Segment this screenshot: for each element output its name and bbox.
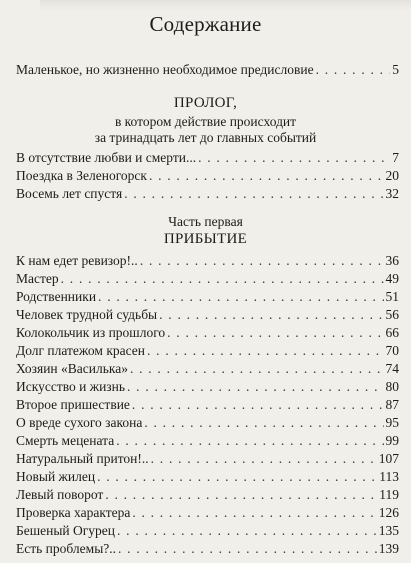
toc-entry-page: 32	[385, 186, 399, 201]
toc-entry-page: 119	[379, 487, 399, 502]
toc-entry	[16, 433, 399, 450]
dot-leader	[61, 271, 384, 287]
toc-entry	[16, 253, 399, 270]
part-label: Часть первая	[168, 214, 243, 229]
toc-entry	[16, 343, 399, 360]
toc-entry	[16, 469, 399, 486]
toc-entry	[16, 451, 399, 468]
toc-entry-page: 36	[385, 253, 399, 268]
dot-leader	[159, 307, 383, 323]
toc-entry-page: 95	[385, 415, 399, 430]
dot-leader	[151, 451, 377, 467]
dot-leader	[316, 62, 391, 78]
toc-entry-page: 7	[392, 150, 399, 165]
toc-entry	[16, 397, 399, 414]
dot-leader	[118, 541, 377, 557]
toc-entry-label: Мастер	[16, 271, 59, 286]
dot-leader	[132, 397, 384, 413]
part-title: ПРИБЫТИЕ	[163, 231, 248, 247]
toc-entry-label: Поездка в Зеленогорск	[16, 168, 147, 183]
dot-leader	[98, 289, 383, 305]
toc-entry-page: 20	[385, 168, 399, 183]
toc-entry-label: Есть проблемы?..	[16, 541, 117, 556]
toc-entry-label: Проверка характера	[16, 505, 131, 520]
toc-entry-page: 80	[385, 379, 399, 394]
toc-entry-page: 49	[385, 271, 399, 286]
toc-entry-label: Левый поворот	[16, 487, 104, 502]
toc-entry	[16, 541, 399, 558]
toc-entry	[16, 415, 399, 432]
prologue-subtitle-line2: за тринадцать лет до главных событий	[94, 130, 317, 145]
toc-entry	[16, 289, 399, 306]
dot-leader	[147, 343, 383, 359]
toc-entry	[16, 150, 399, 167]
dot-leader	[105, 487, 377, 503]
toc-entry-page: 99	[385, 433, 399, 448]
dot-leader	[167, 325, 383, 341]
toc-entry-label: Хозяин «Василька»	[16, 361, 128, 376]
toc-entry-label: К нам едет ревизор!..	[16, 253, 138, 268]
toc-entry	[16, 379, 399, 396]
toc-entry	[16, 325, 399, 342]
toc-entry-label: Смерть мецената	[16, 433, 115, 448]
toc-entry	[16, 186, 399, 203]
toc-entry	[16, 505, 399, 522]
toc-entry-page: 51	[385, 289, 399, 304]
dot-leader	[144, 415, 383, 431]
toc-entry-page: 139	[378, 541, 399, 556]
dot-leader	[140, 253, 384, 269]
toc-entry-label: Долг платежом красен	[16, 343, 146, 358]
toc-entry-page: 107	[378, 451, 399, 466]
dot-leader	[124, 186, 383, 202]
toc-entry	[16, 168, 399, 185]
toc-entry-page: 5	[392, 62, 399, 77]
toc-entry-label: Бешеный Огурец	[16, 523, 116, 538]
toc-entry-preface	[16, 62, 399, 79]
toc-entry-page: 126	[378, 505, 399, 520]
toc-entry	[16, 307, 399, 324]
prologue-subtitle-line1: в котором действие происходит	[114, 114, 297, 129]
dot-leader	[117, 523, 377, 539]
toc-entry	[16, 487, 399, 504]
dot-leader	[149, 168, 384, 184]
toc-entry-label: В отсутствие любви и смерти...	[16, 150, 197, 165]
toc-entry	[16, 271, 399, 288]
toc-entry-label: Второе пришествие	[16, 397, 130, 412]
toc-entry-label: Новый жилец	[16, 469, 96, 484]
toc-entry-page: 87	[385, 397, 399, 412]
toc-entry-label: О вреде сухого закона	[16, 415, 143, 430]
toc-entry-label: Восемь лет спустя	[16, 186, 123, 201]
prologue-heading: ПРОЛОГ,	[173, 95, 238, 111]
dot-leader	[127, 379, 383, 395]
toc-entry-label: Человек трудной судьбы	[16, 307, 158, 322]
toc-entry-label: Родственники	[16, 289, 97, 304]
toc-entry-label: Искусство и жизнь	[16, 379, 126, 394]
toc-title: Содержание	[149, 12, 262, 36]
toc-entry-page: 56	[385, 307, 399, 322]
toc-entry-page: 70	[385, 343, 399, 358]
dot-leader	[116, 433, 383, 449]
toc-entry	[16, 361, 399, 378]
dot-leader	[130, 361, 384, 377]
toc-entry-page: 135	[378, 523, 399, 538]
toc-entry-label: Маленькое, но жизненно необходимое предисловие	[16, 62, 314, 77]
dot-leader	[132, 505, 376, 521]
toc-entry-page: 66	[385, 325, 399, 340]
dot-leader	[198, 150, 390, 166]
dot-leader	[97, 469, 377, 485]
toc-entry-label: Натуральный притон!..	[16, 451, 149, 466]
previous-page-bleed	[40, 0, 411, 10]
toc-entry-label: Колокольчик из прошлого	[16, 325, 166, 340]
toc-entry-page: 74	[385, 361, 399, 376]
toc-entry	[16, 523, 399, 540]
toc-entry-page: 113	[379, 469, 399, 484]
